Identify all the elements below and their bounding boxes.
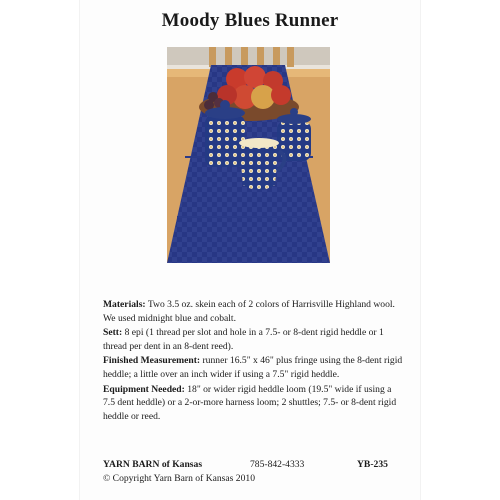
pattern-details [103, 298, 403, 424]
materials-section: Materials: Two 3.5 oz. skein each of 2 colors of Harrisville Highland wool. We used midnight blue and cobalt. [103, 299, 395, 324]
phone-number: 785-842-4333 [250, 459, 305, 470]
sett-section: Sett: 8 epi (1 thread per slot and hole in a 7.5- or 8-dent rigid heddle or 1 thread per dent in an 8-dent reed). [103, 327, 384, 352]
product-photo [167, 47, 330, 263]
page-title: Moody Blues Runner [161, 10, 339, 31]
copyright: © Copyright Yarn Barn of Kansas 2010 [103, 473, 255, 484]
finished-measurement-section: Finished Measurement: runner 16.5" x 46" plus fringe using the 8-dent rigid heddle; a little over an inch wider if using a 7.5" rigid heddle. [103, 355, 403, 380]
publisher-name: YARN BARN of Kansas [103, 459, 203, 470]
pattern-code: YB-235 [357, 459, 388, 470]
equipment-section: Equipment Needed: 18" or wider rigid heddle loom (19.5" wide if using a 7.5 dent heddle) or a 2-or-more harness loom; 2 shuttles; 7.5- or 8-dent rigid heddle or reed. [103, 383, 397, 422]
footer [103, 458, 403, 486]
